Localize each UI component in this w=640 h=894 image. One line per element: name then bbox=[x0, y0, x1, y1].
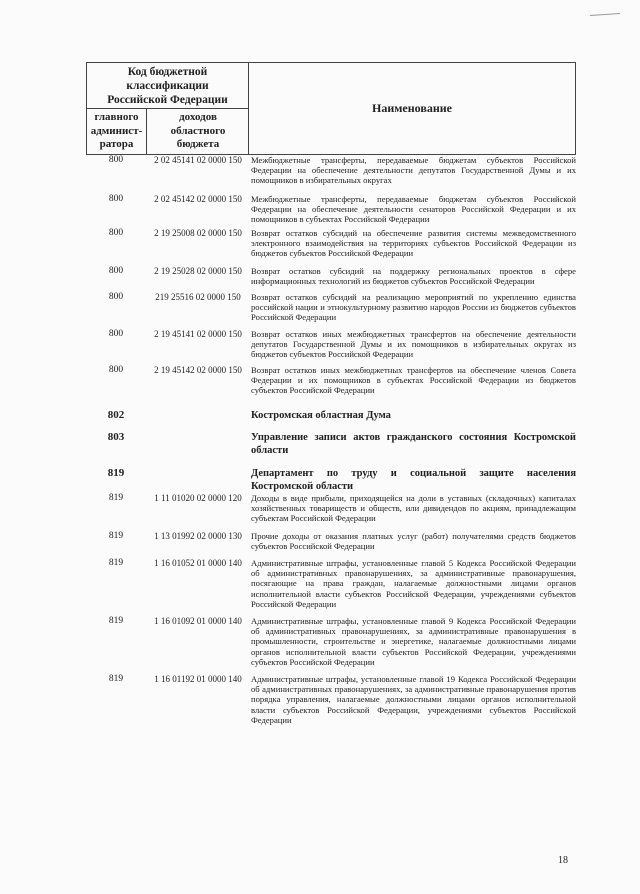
name-cell: Доходы в виде прибыли, приходящейся на доли в уставных (складочных) капиталах хозяйственных товариществ и обществ, или дивидендов по акциям, принадлежащим субъектам Российской Федерации bbox=[251, 493, 576, 524]
revenue-code-cell: 2 19 45142 02 0000 150 bbox=[154, 365, 242, 375]
admin-code-cell: 800 bbox=[108, 155, 124, 165]
name-cell: Костромская областная Дума bbox=[251, 410, 391, 421]
name-cell: Управление записи актов гражданского состояния Костромской области bbox=[251, 432, 576, 456]
revenue-code-cell: 2 02 45142 02 0000 150 bbox=[154, 194, 242, 204]
name-cell: Департамент по труду и социальной защите населения Костромской области bbox=[251, 468, 576, 492]
revenue-code-cell: 2 02 45141 02 0000 150 bbox=[154, 155, 242, 165]
classification-code-header bbox=[87, 63, 249, 154]
name-column-header: Наименование bbox=[372, 101, 452, 115]
admin-code-cell: 800 bbox=[108, 228, 124, 238]
admin-code-cell: 819 bbox=[108, 493, 124, 503]
admin-code-cell: 819 bbox=[108, 558, 124, 568]
revenue-column-header: доходов областного бюджета bbox=[170, 111, 226, 150]
revenue-code-cell: 1 16 01092 01 0000 140 bbox=[154, 616, 242, 626]
admin-column-header: главного админист- ратора bbox=[87, 109, 147, 154]
classification-code-title: Код бюджетной классификации Российской Федерации bbox=[87, 63, 248, 109]
admin-code-cell: 800 bbox=[108, 292, 124, 302]
revenue-code-cell: 1 16 01052 01 0000 140 bbox=[154, 558, 242, 568]
admin-code-cell: 800 bbox=[108, 329, 124, 339]
table-header bbox=[86, 62, 576, 155]
name-cell: Возврат остатков субсидий на обеспечение развития системы межведомственного электронного взаимодействия на территориях субъектов Российской Федерации из бюджетов субъектов Российской Федерации bbox=[251, 228, 576, 259]
revenue-code-cell: 2 19 45141 02 0000 150 bbox=[154, 329, 242, 339]
revenue-code-cell: 219 25516 02 0000 150 bbox=[155, 292, 241, 302]
scan-mark bbox=[590, 13, 620, 16]
admin-code-cell: 819 bbox=[108, 616, 124, 626]
name-cell: Возврат остатков субсидий на поддержку региональных проектов в сфере информационных технологий из бюджетов субъектов Российской Федерации bbox=[251, 266, 576, 287]
name-cell: Прочие доходы от оказания платных услуг (работ) получателями средств бюджетов субъектов Российской Федерации bbox=[251, 531, 576, 552]
revenue-code-cell: 2 19 25008 02 0000 150 bbox=[154, 228, 242, 238]
name-cell: Возврат остатков субсидий на реализацию мероприятий по укреплению единства российской нации и этнокультурному развитию народов России из бюджетов субъектов Российской Федерации bbox=[251, 292, 576, 323]
page-number: 18 bbox=[558, 855, 568, 866]
admin-code-cell: 819 bbox=[108, 674, 124, 684]
admin-code-cell: 800 bbox=[108, 365, 124, 375]
revenue-code-cell: 1 13 01992 02 0000 130 bbox=[154, 531, 242, 541]
name-cell: Возврат остатков иных межбюджетных трансфертов на обеспечение деятельности депутатов Государственной Думы и их помощников в избирательных округах из бюджетов субъектов Российской Федерации bbox=[251, 329, 576, 360]
admin-code-cell: 802 bbox=[107, 409, 125, 421]
name-cell: Административные штрафы, установленные главой 19 Кодекса Российской Федерации об административных правонарушениях, за административные правонарушения против порядка управления, налагаемые должностными лицами органов исполнительной власти субъектов Российской Федерации, учреждениями субъектов Российской Федерации bbox=[251, 674, 576, 725]
name-cell: Межбюджетные трансферты, передаваемые бюджетам субъектов Российской Федерации на обеспечение деятельности депутатов Государственной Думы и их помощников в избирательных округах bbox=[251, 155, 576, 186]
admin-code-cell: 819 bbox=[108, 531, 124, 541]
revenue-code-cell: 1 16 01192 01 0000 140 bbox=[154, 674, 242, 684]
name-cell: Административные штрафы, установленные главой 9 Кодекса Российской Федерации об административных правонарушениях, за административные правонарушения в промышленности, строительстве и энергетике, налагаемые должностными лицами органов исполнительной власти субъектов Российской Федерации, учреждениями субъектов Российской Федерации bbox=[251, 616, 576, 667]
admin-code-cell: 800 bbox=[108, 266, 124, 276]
revenue-code-cell: 1 11 01020 02 0000 120 bbox=[154, 493, 242, 503]
name-cell: Возврат остатков иных межбюджетных трансфертов на обеспечение членов Совета Федерации и их помощников в субъектах Российской Федерации из бюджетов субъектов Российской Федерации bbox=[251, 365, 576, 396]
admin-code-cell: 803 bbox=[107, 431, 125, 443]
admin-code-cell: 800 bbox=[108, 194, 124, 204]
revenue-code-cell: 2 19 25028 02 0000 150 bbox=[154, 266, 242, 276]
admin-code-cell: 819 bbox=[107, 467, 125, 479]
name-cell: Административные штрафы, установленные главой 5 Кодекса Российской Федерации об административных правонарушениях, за административные правонарушения, посягающие на права граждан, налагаемые должностными лицами органов исполнительной власти субъектов Российской Федерации, учреждениями субъектов Российской Федерации bbox=[251, 558, 576, 609]
name-cell: Межбюджетные трансферты, передаваемые бюджетам субъектов Российской Федерации на обеспечение деятельности сенаторов Российской Федерации и их помощников в субъектах Российской Федерации bbox=[251, 194, 576, 225]
